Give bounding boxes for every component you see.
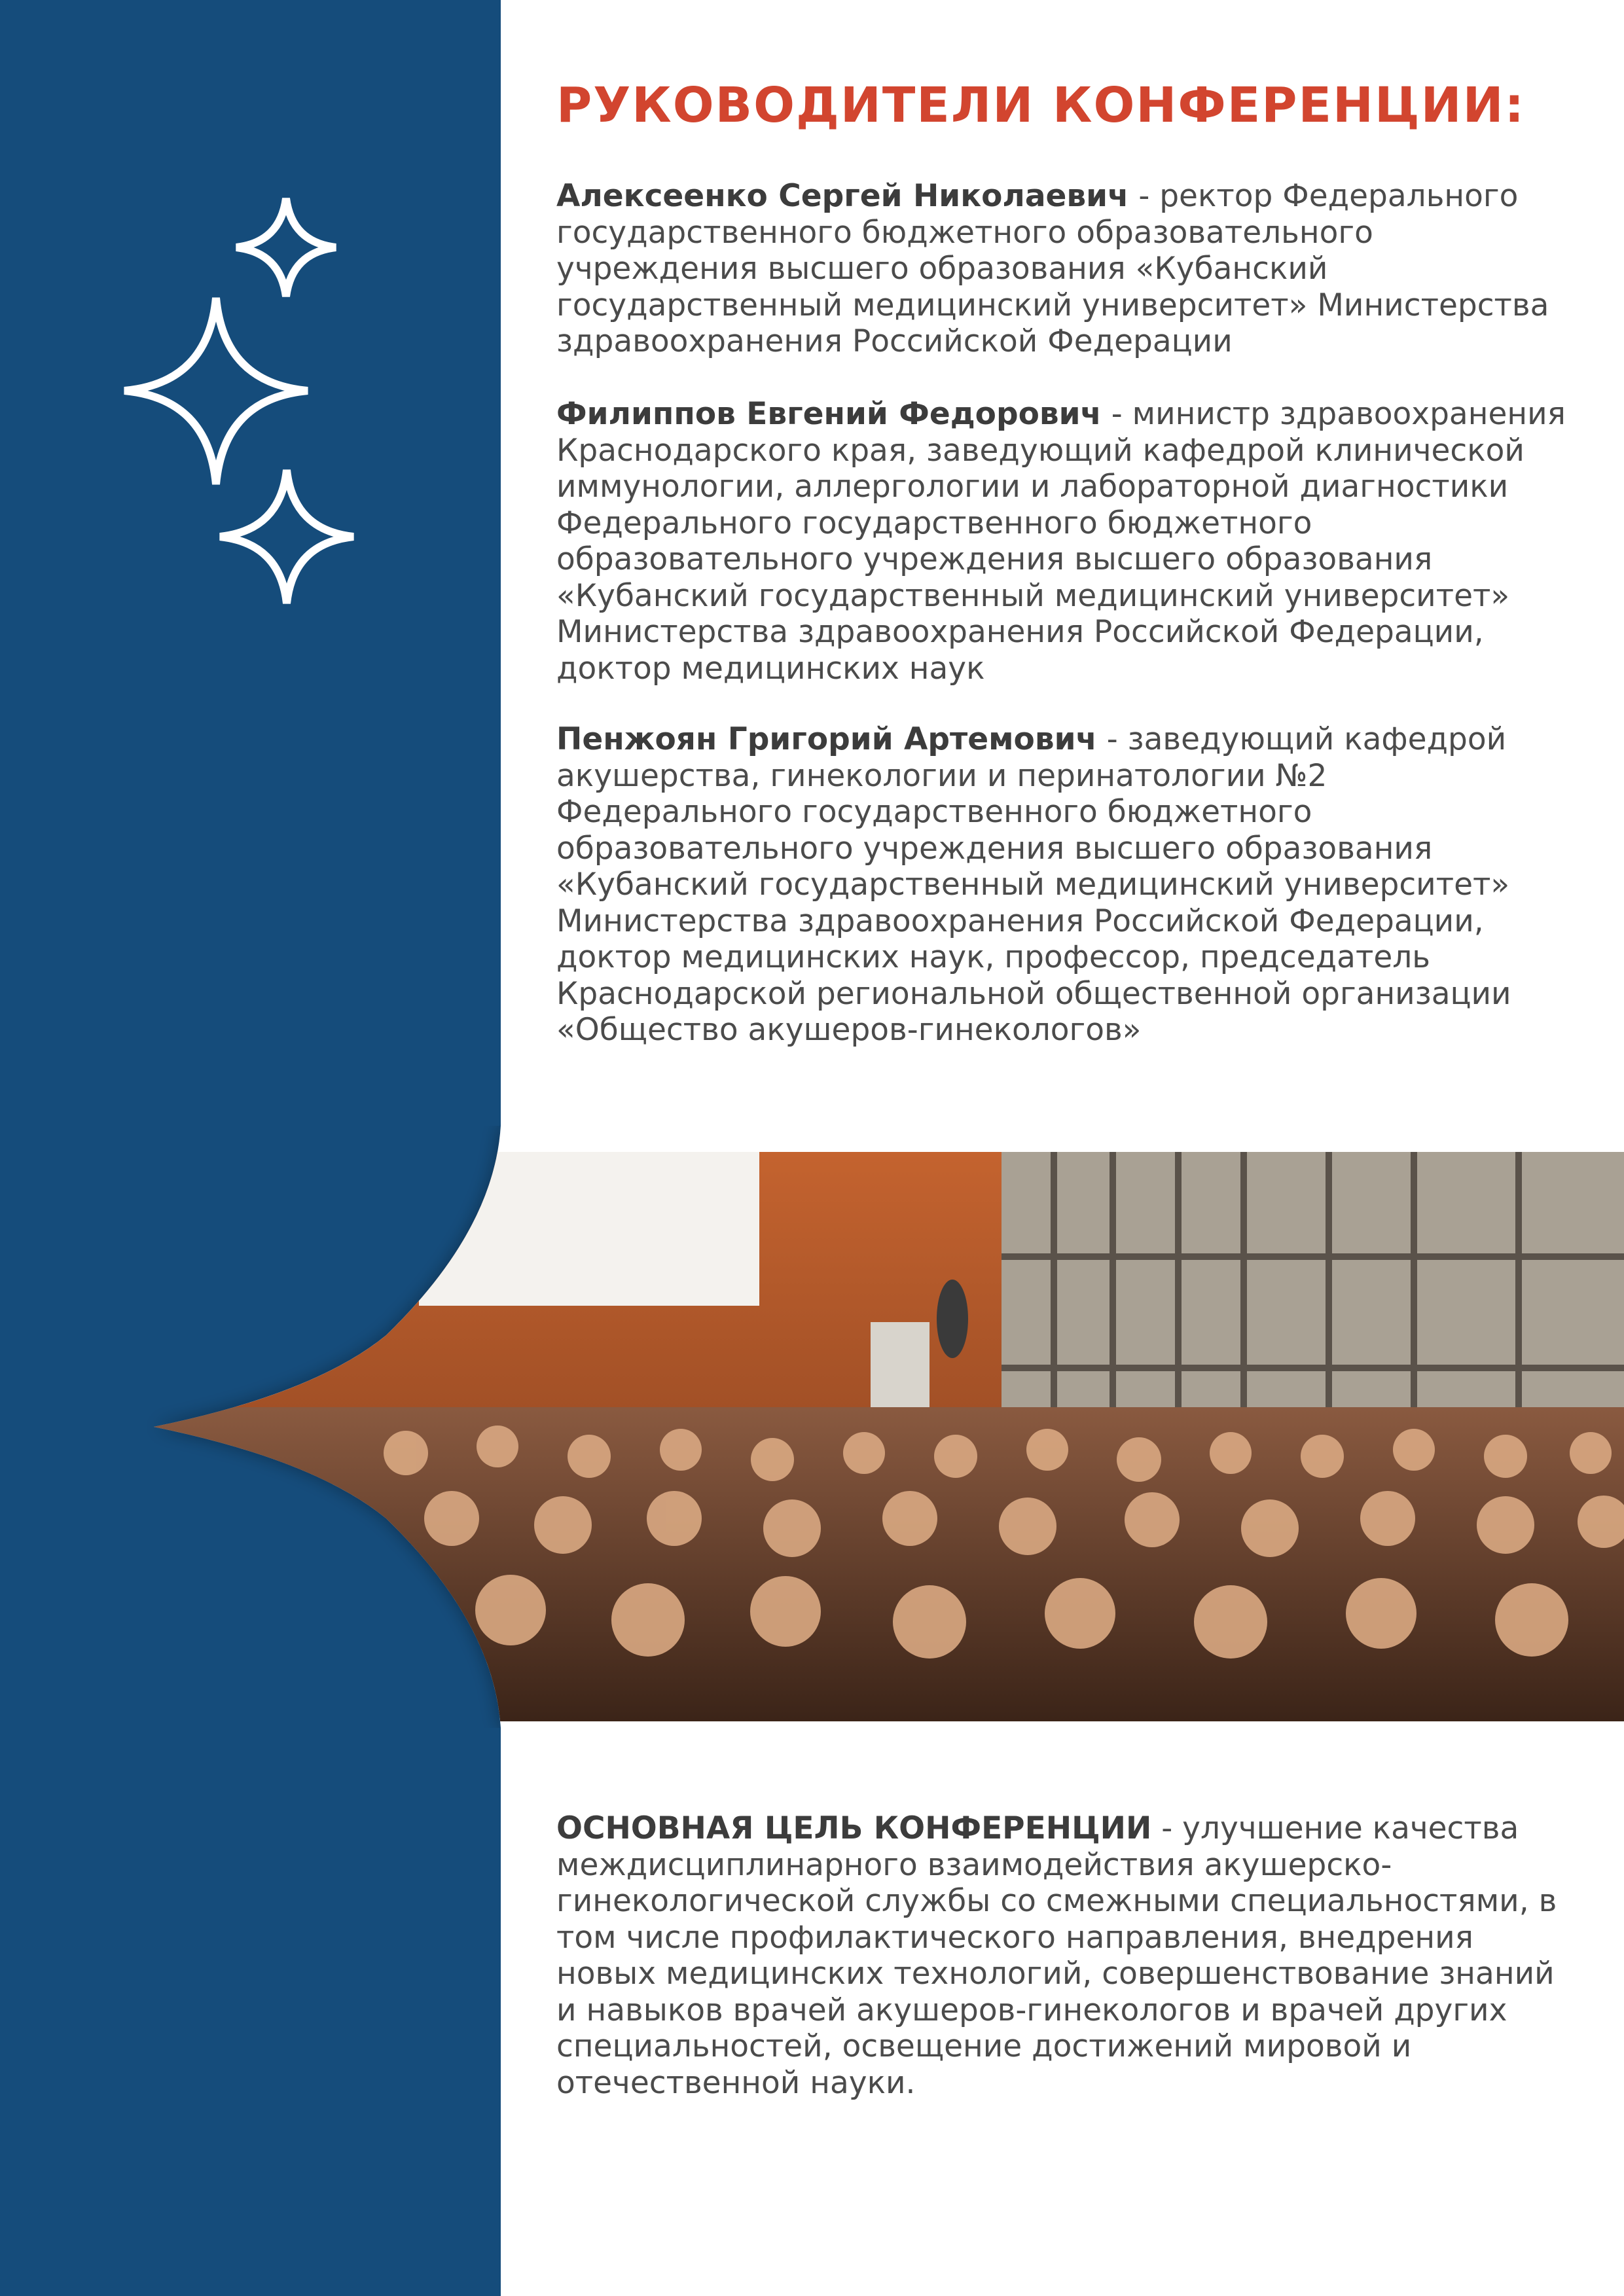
star-small-icon xyxy=(236,198,336,296)
leader-description: - заведующий кафедрой акушерства, гинекологии и перинатологии №2 Федерального государственного бюджетного образовательного учреждения высшего образования «Кубанский государственный медицинский университет» Министерства здравоохранения Российской Федерации, доктор медицинских наук, профессор, председатель Краснодарской региональной общественной организации «Общество акушеров-гинекологов» xyxy=(556,721,1511,1048)
conference-photo-section xyxy=(0,1126,1624,1728)
leader-name: Филиппов Евгений Федорович xyxy=(556,396,1102,432)
conference-goal xyxy=(556,1810,1571,2101)
star-medium-icon xyxy=(220,470,353,603)
star-decoration xyxy=(0,0,501,655)
leader-entry xyxy=(556,721,1571,1049)
leader-name: Алексеенко Сергей Николаевич xyxy=(556,178,1129,214)
photo-lectern xyxy=(871,1322,929,1414)
leader-name: Пенжоян Григорий Артемович xyxy=(556,721,1097,757)
leader-entry xyxy=(556,178,1571,360)
goal-label: ОСНОВНАЯ ЦЕЛЬ КОНФЕРЕНЦИИ xyxy=(556,1810,1152,1846)
goal-text: - улучшение качества междисциплинарного взаимодействия акушерско-гинекологической службы со смежными специальностями, в том числе профилактического направления, внедрения новых медицинских технологий, совершенствование знаний и навыков врачей акушеров-гинекологов и врачей других специальностей, освещение достижений мировой и отечественной науки. xyxy=(556,1810,1557,2101)
leader-description: - ректор Федерального государственного бюджетного образовательного учреждения высшего образования «Кубанский государственный медицинский университет» Министерства здравоохранения Российской Федерации xyxy=(556,178,1549,359)
photo-speaker xyxy=(937,1280,968,1358)
leader-description: - министр здравоохранения Краснодарского края, заведующий кафедрой клинической иммунологии, аллергологии и лабораторной диагностики Федерального государственного бюджетного образовательного учреждения высшего образования «Кубанский государственный медицинский университет» Министерства здравоохранения Российской Федерации, доктор медицинских наук xyxy=(556,396,1566,687)
leader-entry xyxy=(556,396,1571,687)
page-title: РУКОВОДИТЕЛИ КОНФЕРЕНЦИИ: xyxy=(556,77,1526,134)
star-large-icon xyxy=(124,298,308,484)
photo-projection-screen xyxy=(419,1152,759,1306)
conference-photo xyxy=(0,1126,1624,1728)
